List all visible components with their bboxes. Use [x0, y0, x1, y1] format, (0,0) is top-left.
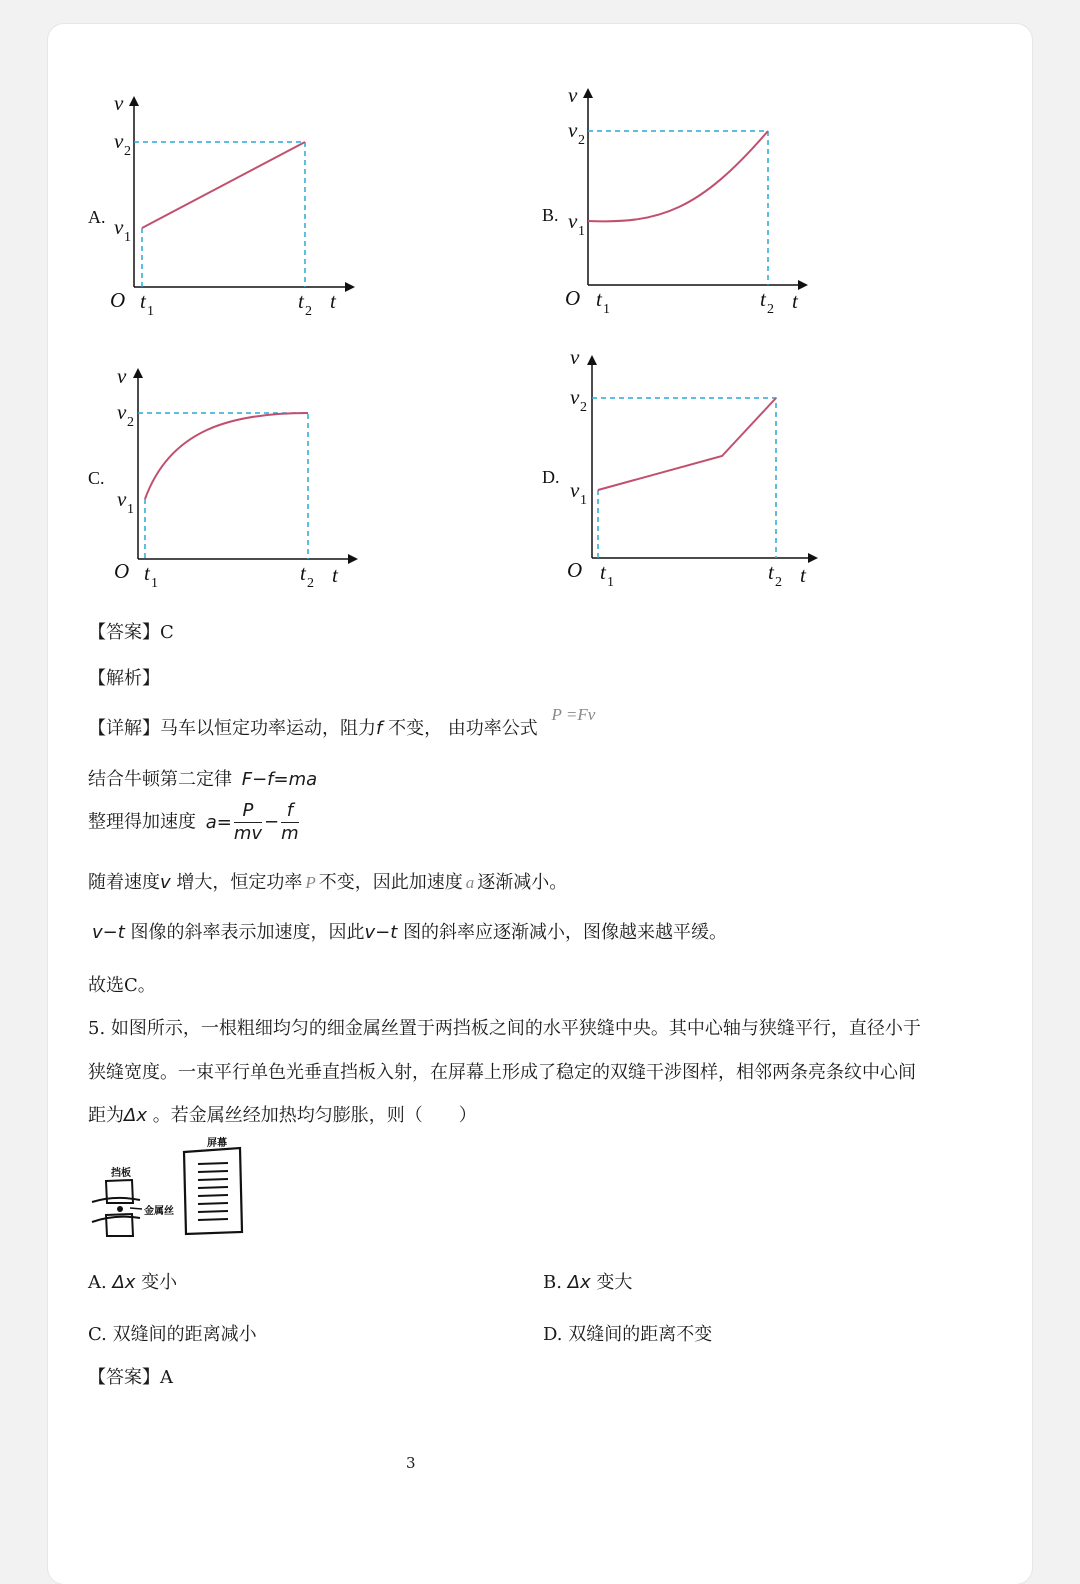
choice-text: 变大	[596, 1272, 633, 1293]
metal-wire	[117, 1206, 123, 1212]
v-axis-label: v	[114, 91, 124, 115]
v-axis-label: v	[568, 83, 578, 107]
newton-formula: F−f=ma	[241, 769, 318, 790]
option-label: B.	[542, 205, 559, 225]
v2-label: v	[570, 385, 580, 409]
newton-line	[88, 765, 317, 791]
experiment-svg	[90, 1136, 250, 1240]
vt-curve	[145, 413, 308, 499]
fraction-f-over-m	[281, 800, 299, 845]
fraction-denominator: mv	[233, 823, 263, 844]
choice-letter: C.	[88, 1324, 107, 1345]
v-axis-arrow	[583, 88, 593, 98]
trend-text-1: 随着速度	[88, 872, 160, 893]
t-axis-arrow	[345, 282, 355, 292]
v2-label: v	[568, 118, 578, 142]
choice-c	[88, 1320, 257, 1346]
t1-subscript: 1	[151, 576, 158, 591]
t2-label: t	[760, 287, 766, 311]
trend-text-2: 增大，恒定功率	[176, 872, 303, 893]
baffle-upper	[106, 1180, 133, 1203]
graph-a	[84, 88, 354, 323]
vt-symbol: v−t	[92, 922, 125, 943]
t-axis-arrow	[808, 553, 818, 563]
t-axis-label: t	[330, 289, 336, 313]
detail-text-1: 马车以恒定功率运动，阻力	[160, 718, 376, 739]
v1-label: v	[568, 209, 578, 233]
graph-c	[84, 355, 359, 595]
minus-sign: −	[264, 811, 280, 833]
accel-line	[88, 800, 301, 845]
t2-label: t	[768, 560, 774, 584]
option-label: A.	[88, 207, 106, 227]
v2-label: v	[117, 400, 127, 424]
vt-symbol: v−t	[364, 922, 398, 943]
fraction-p-over-mv	[234, 800, 262, 845]
t2-subscript: 2	[767, 302, 774, 317]
t1-subscript: 1	[147, 304, 154, 319]
t-axis-arrow	[348, 554, 358, 564]
fraction-numerator: f	[281, 800, 299, 823]
experiment-figure	[90, 1136, 250, 1240]
graph-d	[540, 345, 820, 595]
v2-label: v	[114, 129, 124, 153]
t-axis-label: t	[800, 563, 806, 587]
t1-label: t	[600, 560, 606, 584]
vt-curve	[588, 131, 768, 221]
trend-line	[88, 868, 567, 894]
answer-label: 【答案】	[88, 1367, 160, 1388]
choice-a	[88, 1268, 177, 1294]
question-5-line-2: 狭缝宽度。一束平行单色光垂直挡板入射，在屏幕上形成了稳定的双缝干涉图样，相邻两条亮条纹中心间	[88, 1062, 916, 1083]
v-axis-arrow	[133, 368, 143, 378]
t2-label: t	[298, 289, 304, 313]
v2-subscript: 2	[578, 133, 585, 148]
t2-subscript: 2	[775, 575, 782, 590]
choice-letter: D.	[543, 1324, 563, 1345]
power-formula: P =Fv	[551, 705, 596, 724]
p-symbol: P	[305, 873, 316, 892]
vt-curve	[142, 142, 305, 228]
v1-label: v	[117, 487, 127, 511]
delta-x-symbol: Δx	[567, 1272, 591, 1293]
v-axis-label: v	[570, 345, 580, 369]
trend-text-4: 逐渐减小。	[477, 872, 568, 893]
answer-label: 【答案】	[88, 622, 160, 643]
t2-subscript: 2	[305, 304, 312, 319]
detail-line	[88, 705, 596, 740]
graph-a-svg	[84, 88, 354, 323]
graph-b-svg	[540, 80, 812, 320]
choice-d	[543, 1320, 712, 1346]
t-axis-label: t	[792, 289, 798, 313]
screen-label: 屏幕	[207, 1138, 227, 1149]
t-axis-arrow	[798, 280, 808, 290]
t2-label: t	[300, 561, 306, 585]
slope-text-1: 图像的斜率表示加速度，因此	[130, 922, 365, 943]
graph-b	[540, 80, 812, 320]
option-label: D.	[542, 467, 560, 487]
v-axis-arrow	[587, 355, 597, 365]
delta-x-symbol: Δx	[124, 1105, 147, 1126]
answer-value: A	[160, 1367, 173, 1388]
question-5-line-1: 5. 如图所示，一根粗细均匀的细金属丝置于两挡板之间的水平狭缝中央。其中心轴与狭缝平行，直径小于	[88, 1018, 921, 1039]
choice-text: 双缝间的距离减小	[112, 1324, 257, 1345]
v1-subscript: 1	[127, 502, 134, 517]
t1-label: t	[596, 287, 602, 311]
baffle-label: 挡板	[111, 1168, 131, 1179]
delta-x-symbol: Δx	[112, 1272, 136, 1293]
q5-text-post: 。若金属丝经加热均匀膨胀，则（ ）	[152, 1105, 477, 1126]
answer-line-1	[88, 618, 174, 644]
trend-text-3: 不变，因此加速度	[318, 872, 463, 893]
detail-text-2: 不变， 由功率公式	[388, 718, 538, 739]
v1-label: v	[570, 478, 580, 502]
t1-subscript: 1	[603, 302, 610, 317]
detail-f-symbol: f	[376, 718, 383, 739]
detail-label: 【详解】	[88, 718, 160, 739]
choice-text: 变小	[141, 1272, 178, 1293]
v2-t2-guide	[592, 398, 776, 558]
conclusion: 故选C。	[88, 975, 156, 996]
v1-subscript: 1	[124, 230, 131, 245]
v-symbol: v	[160, 872, 171, 893]
v-axis-label: v	[117, 364, 127, 388]
wire-label: 金属丝	[144, 1206, 174, 1217]
question-5-line-3	[88, 1101, 477, 1127]
v2-t2-guide	[134, 142, 305, 287]
answer-value: C	[160, 622, 174, 643]
fraction-numerator: P	[234, 800, 262, 823]
vt-curve	[598, 398, 776, 490]
choice-letter: A.	[88, 1272, 107, 1293]
screen	[184, 1148, 242, 1234]
origin-label: O	[114, 559, 130, 583]
graph-c-svg	[84, 355, 359, 595]
q5-text-pre: 距为	[88, 1105, 124, 1126]
t1-subscript: 1	[607, 575, 614, 590]
v1-subscript: 1	[580, 493, 587, 508]
choice-letter: B.	[543, 1272, 562, 1293]
analysis-heading: 【解析】	[88, 668, 160, 689]
fraction-denominator: m	[281, 823, 299, 844]
t2-subscript: 2	[307, 576, 314, 591]
v2-subscript: 2	[124, 144, 131, 159]
wire-pointer	[130, 1208, 142, 1209]
choice-b	[543, 1268, 632, 1294]
accel-lhs: a=	[205, 811, 232, 833]
v1-label: v	[114, 215, 124, 239]
v1-subscript: 1	[578, 224, 585, 239]
origin-label: O	[567, 558, 583, 582]
v2-subscript: 2	[127, 415, 134, 430]
accel-text: 整理得加速度	[88, 811, 196, 833]
t-axis-label: t	[332, 563, 338, 587]
t1-label: t	[140, 289, 146, 313]
slope-line	[92, 918, 727, 944]
t1-label: t	[144, 561, 150, 585]
slope-text-2: 图的斜率应逐渐减小，图像越来越平缓。	[403, 922, 728, 943]
page-number: 3	[406, 1454, 416, 1472]
choice-text: 双缝间的距离不变	[568, 1324, 713, 1345]
graph-d-svg	[540, 345, 820, 595]
newton-text: 结合牛顿第二定律	[88, 769, 232, 790]
v2-t2-guide	[138, 413, 308, 559]
answer-line-2	[88, 1363, 173, 1389]
option-label: C.	[88, 468, 105, 488]
origin-label: O	[110, 288, 126, 312]
origin-label: O	[565, 286, 581, 310]
v2-subscript: 2	[580, 400, 587, 415]
a-symbol: a	[465, 873, 475, 892]
v-axis-arrow	[129, 96, 139, 106]
